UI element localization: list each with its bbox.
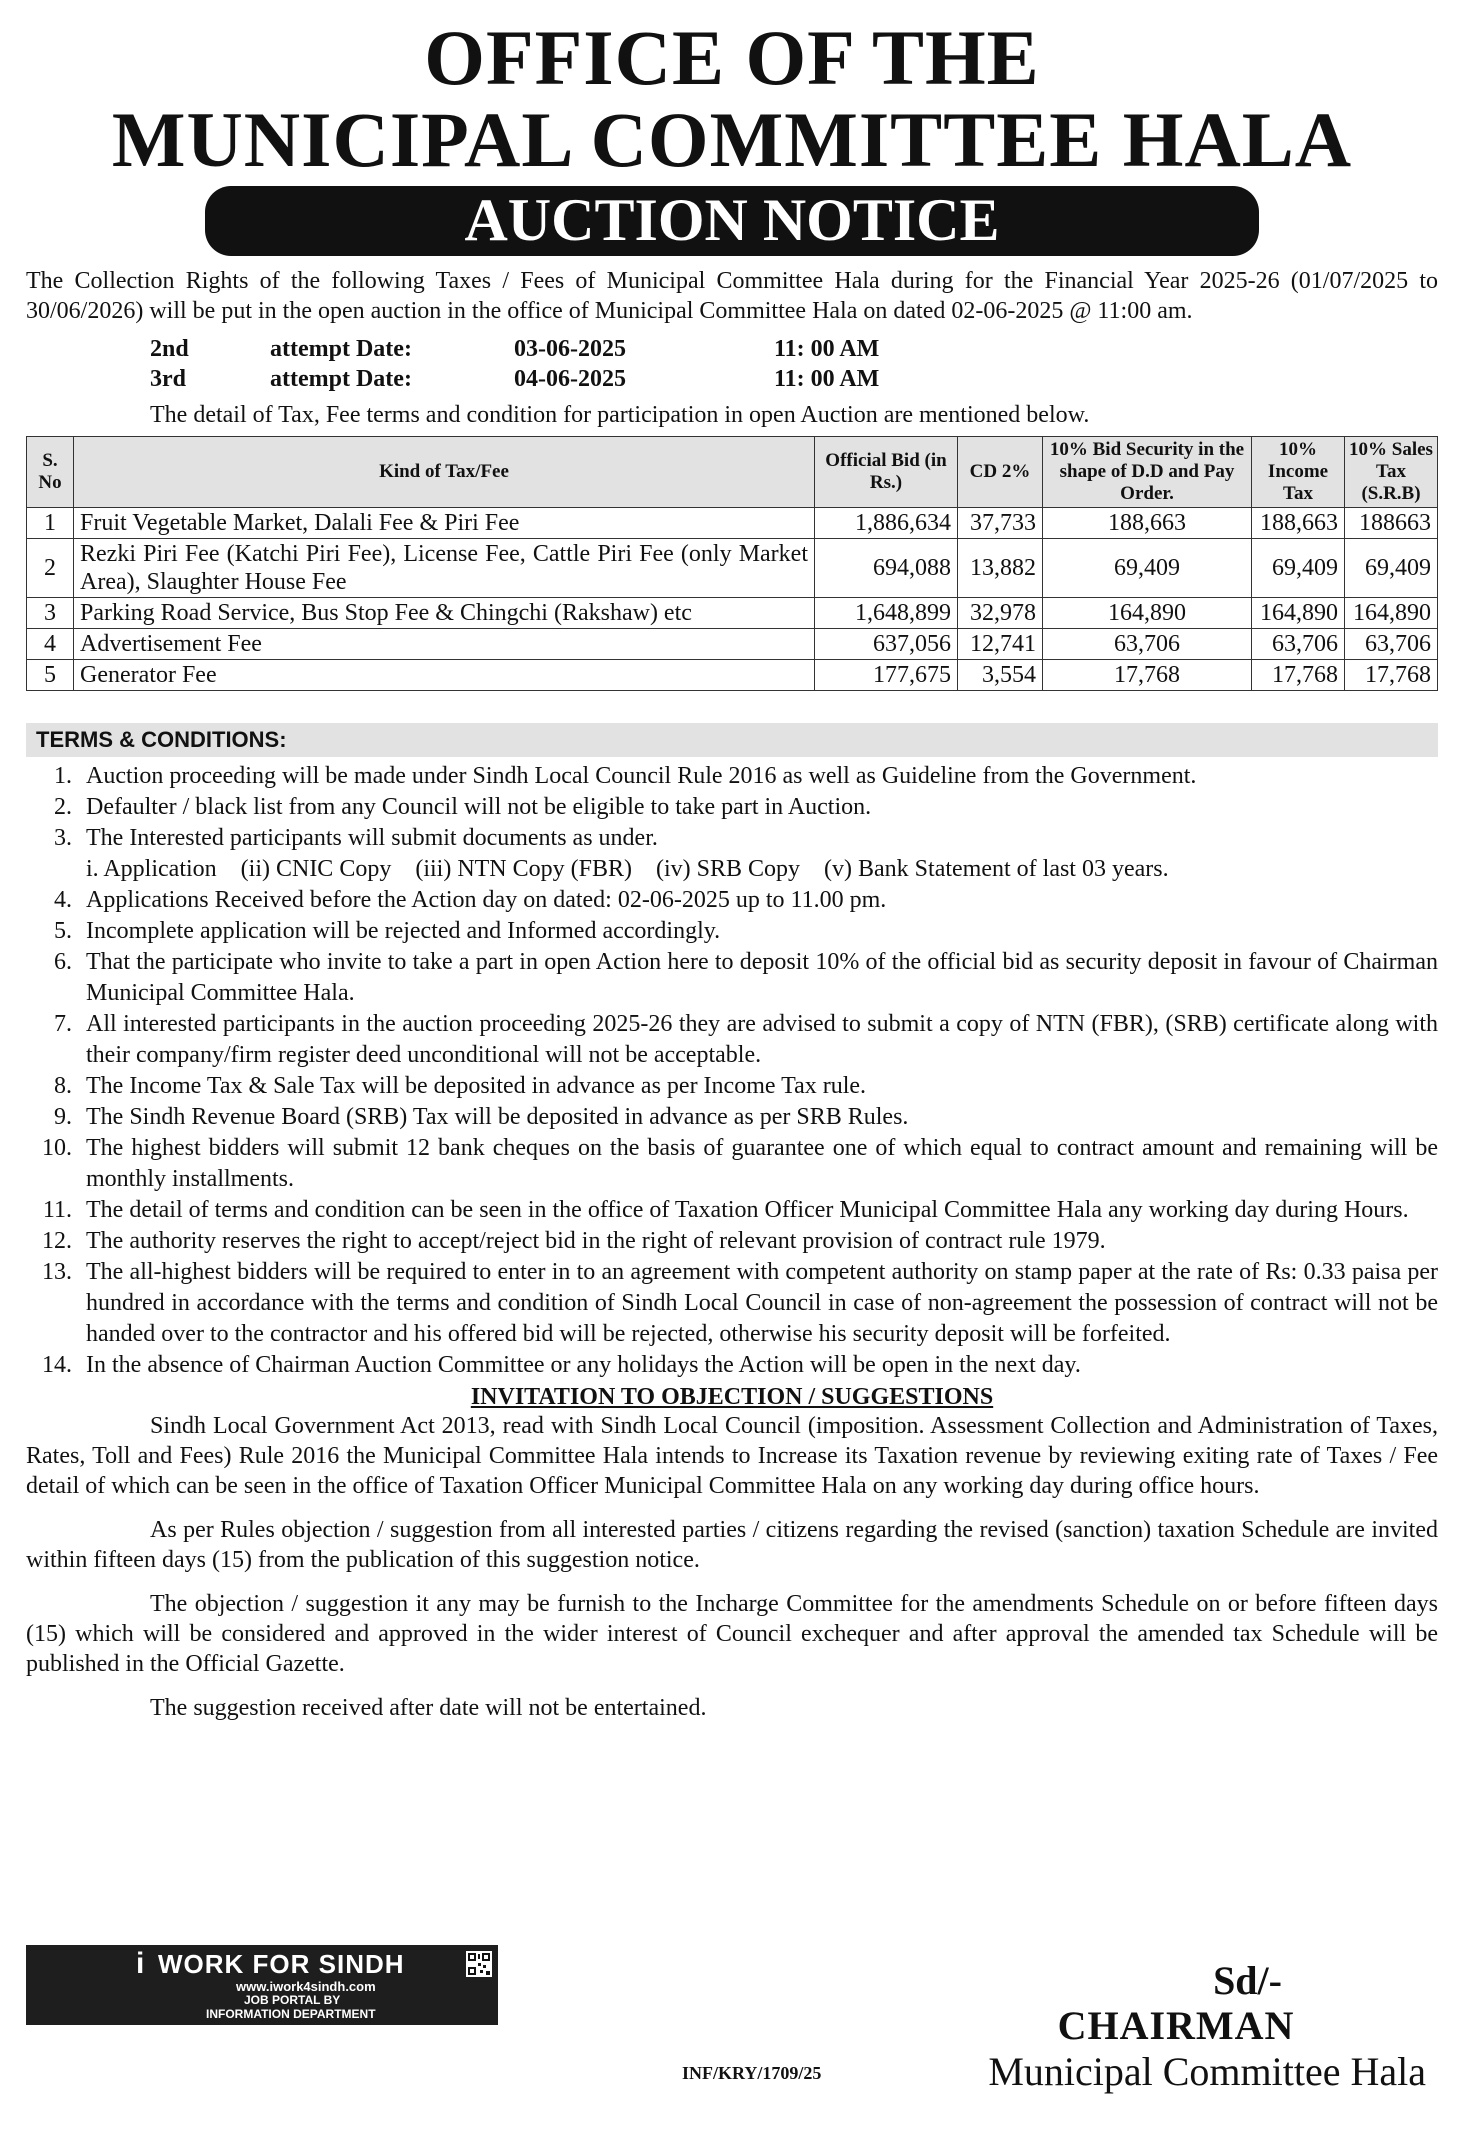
term-text: In the absence of Chairman Auction Committee or any holidays the Action will be open in the next day. [86,1352,1081,1378]
invitation-heading: INVITATION TO OBJECTION / SUGGESTIONS [470,1384,994,1410]
term-text: Auction proceeding will be made under Sindh Local Council Rule 2016 as well as Guideline from the Government. [86,763,1197,789]
term-text: All interested participants in the auction proceeding 2025-26 they are advised to submit a copy of NTN (FBR), (SRB) certificate along with their company/firm register deed unconditional will not be acceptable. [86,1011,1438,1068]
cell-sno: 3 [27,598,74,629]
logo-text: WORK FOR SINDH [158,1949,405,1979]
list-item [26,1226,1438,1257]
qr-code-icon [466,1951,492,1977]
term-text: That the participate who invite to take a part in open Action here to deposit 10% of the official bid as security deposit in favour of Chairman Municipal Committee Hala. [86,949,1438,1006]
detail-line: The detail of Tax, Fee terms and condition for participation in open Auction are mentioned below. [150,402,1090,428]
cell-kind: Generator Fee [74,660,815,691]
cell-sno: 1 [27,508,74,539]
cell-kind: Advertisement Fee [74,629,815,660]
cell-income-tax: 17,768 [1252,660,1345,691]
cell-income-tax: 188,663 [1252,508,1345,539]
cell-sales-tax: 63,706 [1345,629,1438,660]
attempt-label: attempt Date: [270,366,412,392]
document-list [86,854,1438,885]
attempt-row [150,364,1438,394]
col-header-official-bid: Official Bid (in Rs.) [815,437,958,508]
intro-paragraph: The Collection Rights of the following Taxes / Fees of Municipal Committee Hala during for the Financial Year 2025-26 (01/07/2025 to 30/06/2026) will be put in the open auction in the office of Municipal Committee Hala on dated 02-06-2025 @ 11:00 am. [26,268,1438,324]
table-row [27,598,1438,629]
cell-bid-security: 188,663 [1043,508,1252,539]
signature-sd: Sd/- [1213,1958,1282,2003]
term-text: Applications Received before the Action day on dated: 02-06-2025 up to 11.00 pm. [86,887,887,913]
logo-line-3: JOB PORTAL BY [244,1993,341,2007]
col-header-sno: S. No [27,437,74,508]
cell-income-tax: 164,890 [1252,598,1345,629]
document-item: i. Application [86,856,217,882]
document-item: (iv) SRB Copy [656,856,801,882]
term-number: 7. [54,1011,72,1037]
col-header-kind: Kind of Tax/Fee [74,437,815,508]
cell-sales-tax: 17,768 [1345,660,1438,691]
list-item [26,1133,1438,1195]
col-header-bid-security: 10% Bid Security in the shape of D.D and Pay Order. [1043,437,1252,508]
attempt-date: 04-06-2025 [514,366,626,392]
list-item [26,761,1438,792]
cell-sno: 5 [27,660,74,691]
col-header-income-tax: 10% Income Tax [1252,437,1345,508]
term-number: 11. [42,1197,72,1223]
banner-wrap [26,186,1438,256]
list-item [26,1071,1438,1102]
terms-heading: TERMS & CONDITIONS: [26,723,1438,757]
list-item [26,1009,1438,1071]
list-item [26,916,1438,947]
term-number: 4. [54,887,72,913]
document-item: (ii) CNIC Copy [240,856,392,882]
cell-kind: Parking Road Service, Bus Stop Fee & Chingchi (Rakshaw) etc [74,598,815,629]
cell-sales-tax: 188663 [1345,508,1438,539]
term-text: The highest bidders will submit 12 bank cheques on the basis of guarantee one of which equal to contract amount and remaining will be monthly installments. [86,1135,1438,1192]
signature-title: CHAIRMAN [1057,2003,1295,2048]
cell-official-bid: 637,056 [815,629,958,660]
invitation-paragraph: Sindh Local Government Act 2013, read with Sindh Local Council (imposition. Assessment Collection and Administration of Taxes, Rates, Toll and Fees) Rule 2016 the Municipal Committee Hala intends to Increase its Taxation revenue by reviewing exiting rate of Taxes / Fee detail of which can be seen in the office of Taxation Officer Municipal Committee Hala on any working day during office hours. [26,1413,1438,1499]
cell-sales-tax: 164,890 [1345,598,1438,629]
table-row [27,629,1438,660]
cell-official-bid: 1,886,634 [815,508,958,539]
cell-sno: 2 [27,539,74,598]
term-number: 3. [54,825,72,851]
list-item [26,1195,1438,1226]
term-text: The detail of terms and condition can be seen in the office of Taxation Officer Municipal Committee Hala any working day during Hours. [86,1197,1409,1223]
footer-area [26,1945,1438,2125]
term-number: 9. [54,1104,72,1130]
cell-kind: Fruit Vegetable Market, Dalali Fee & Piri Fee [74,508,815,539]
list-item [26,1257,1438,1350]
table-row [27,508,1438,539]
invitation-paragraph: The objection / suggestion it any may be furnish to the Incharge Committee for the amendments Schedule on or before fifteen days (15) which will be considered and approved in the wider interest of Council exchequer and after approval the amended tax Schedule will be published in the Official Gazette. [26,1591,1438,1677]
cell-income-tax: 69,409 [1252,539,1345,598]
signature-block [906,1959,1426,2095]
table-row [27,539,1438,598]
cell-sales-tax: 69,409 [1345,539,1438,598]
invitation-paragraph: As per Rules objection / suggestion from all interested parties / citizens regarding the revised (sanction) taxation Schedule are invited within fifteen days (15) from the publication of this suggestion notice. [26,1517,1438,1573]
term-text: The all-highest bidders will be required to enter in to an agreement with competent authority on stamp paper at the rate of Rs: 0.33 paisa per hundred in accordance with the terms and condition of Sindh Local Council in case of non-agreement the possession of contract will not be handed over to the contractor and his offered bid will be rejected, otherwise his security deposit will be forfeited. [86,1259,1438,1347]
attempt-row [150,334,1438,364]
cell-bid-security: 63,706 [1043,629,1252,660]
cell-cd: 12,741 [958,629,1043,660]
term-text: The authority reserves the right to accept/reject bid in the right of relevant provision of contract rule 1979. [86,1228,1106,1254]
list-item [26,947,1438,1009]
list-item [26,823,1438,854]
logo-i-icon: i [136,1947,145,1980]
cell-official-bid: 177,675 [815,660,958,691]
term-text: The Sindh Revenue Board (SRB) Tax will be deposited in advance as per SRB Rules. [86,1104,909,1130]
cell-sno: 4 [27,629,74,660]
list-item [26,1102,1438,1133]
cell-cd: 3,554 [958,660,1043,691]
cell-cd: 37,733 [958,508,1043,539]
cell-cd: 32,978 [958,598,1043,629]
cell-income-tax: 63,706 [1252,629,1345,660]
col-header-cd: CD 2% [958,437,1043,508]
term-number: 10. [42,1135,72,1161]
list-item [26,885,1438,916]
cell-official-bid: 694,088 [815,539,958,598]
attempt-number: 2nd [150,336,189,362]
logo-line-4: INFORMATION DEPARTMENT [206,2007,376,2021]
term-number: 8. [54,1073,72,1099]
invitation-paragraph: The suggestion received after date will not be entertained. [150,1695,707,1721]
table-row [27,660,1438,691]
document-item: (iii) NTN Copy (FBR) [415,856,632,882]
attempt-time: 11: 00 AM [774,366,880,392]
term-number: 6. [54,949,72,975]
term-number: 12. [42,1228,72,1254]
term-number: 14. [42,1352,72,1378]
term-number: 2. [54,794,72,820]
list-item [26,792,1438,823]
cell-bid-security: 17,768 [1043,660,1252,691]
signature-org: Municipal Committee Hala [988,2049,1426,2094]
attempt-date: 03-06-2025 [514,336,626,362]
header-line-2: MUNICIPAL COMMITTEE HALA [111,96,1353,183]
table-header-row [27,437,1438,508]
attempt-number: 3rd [150,366,186,392]
term-text: The Income Tax & Sale Tax will be deposited in advance as per Income Tax rule. [86,1073,867,1099]
terms-list [26,761,1438,1381]
cell-kind: Rezki Piri Fee (Katchi Piri Fee), License Fee, Cattle Piri Fee (only Market Area), Slaughter House Fee [74,539,815,598]
attempt-time: 11: 00 AM [774,336,880,362]
term-number: 1. [54,763,72,789]
auction-notice-banner: AUCTION NOTICE [205,186,1259,256]
term-text: Incomplete application will be rejected and Informed accordingly. [86,918,721,944]
reference-number: INF/KRY/1709/25 [682,2063,822,2083]
attempt-dates [150,334,1438,394]
fee-table [26,436,1438,691]
term-number: 13. [42,1259,72,1285]
term-text: Defaulter / black list from any Council will not be eligible to take part in Auction. [86,794,872,820]
list-item [26,1350,1438,1381]
cell-official-bid: 1,648,899 [815,598,958,629]
document-item: (v) Bank Statement of last 03 years. [824,856,1169,882]
cell-bid-security: 164,890 [1043,598,1252,629]
cell-cd: 13,882 [958,539,1043,598]
col-header-sales-tax: 10% Sales Tax (S.R.B) [1345,437,1438,508]
logo-url: www.iwork4sindh.com [236,1979,376,1994]
header-line-1: OFFICE OF THE [424,14,1040,101]
term-number: 5. [54,918,72,944]
work-for-sindh-logo [26,1945,498,2025]
cell-bid-security: 69,409 [1043,539,1252,598]
attempt-label: attempt Date: [270,336,412,362]
term-text: The Interested participants will submit documents as under. [86,825,658,851]
